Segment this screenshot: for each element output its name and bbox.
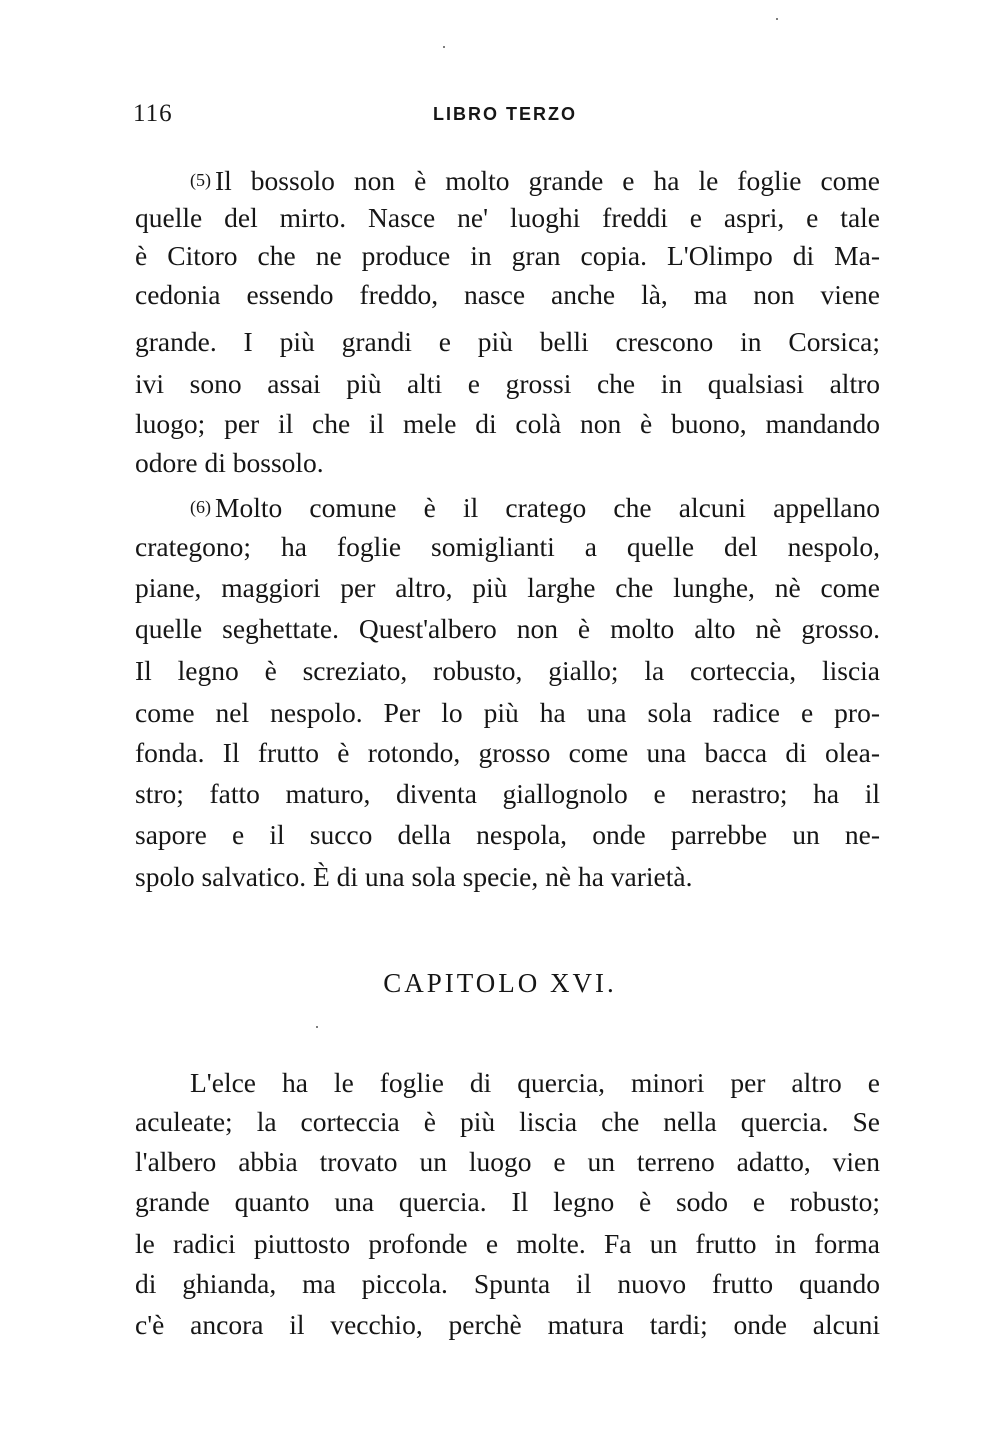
note-6-line: quelle seghettate. Quest'albero non è molto alto nè grosso. xyxy=(135,613,880,644)
note-5-line: ivi sono assai più alti e grossi che in qualsiasi altro xyxy=(135,368,880,399)
note-6-line: (6) Molto comune è il cratego che alcuni appellano xyxy=(190,492,880,523)
note-5-line: è Citoro che ne produce in gran copia. L'Olimpo di Ma- xyxy=(135,240,880,271)
note-5-line: (5) Il bossolo non è molto grande e ha le foglie come xyxy=(190,165,880,196)
note-6-line: come nel nespolo. Per lo più ha una sola radice e pro- xyxy=(135,697,880,728)
note-5-line: luogo; per il che il mele di colà non è buono, mandando xyxy=(135,408,880,439)
chapter-line: L'elce ha le foglie di quercia, minori per altro e xyxy=(190,1067,880,1098)
note-6-line: fonda. Il frutto è rotondo, grosso come una bacca di olea- xyxy=(135,737,880,768)
note-6-line: piane, maggiori per altro, più larghe che lunghe, nè come xyxy=(135,572,880,603)
print-speck xyxy=(776,18,778,20)
chapter-line: c'è ancora il vecchio, perchè matura tardi; onde alcuni xyxy=(135,1309,880,1340)
page-header xyxy=(133,100,883,134)
chapter-line: grande quanto una quercia. Il legno è sodo e robusto; xyxy=(135,1186,880,1217)
note-5-line: odore di bossolo. xyxy=(135,447,324,478)
note-6-line: stro; fatto maturo, diventa giallognolo e nerastro; ha il xyxy=(135,778,880,809)
chapter-line: le radici piuttosto profonde e molte. Fa un frutto in forma xyxy=(135,1228,880,1259)
note-5-number: (5) xyxy=(190,170,211,190)
note-6-number: (6) xyxy=(190,497,211,517)
note-5-line: grande. I più grandi e più belli crescono in Corsica; xyxy=(135,326,880,357)
note-6-line: crategono; ha foglie somiglianti a quelle del nespolo, xyxy=(135,531,880,562)
note-6-line: Il legno è screziato, robusto, giallo; la corteccia, liscia xyxy=(135,655,880,686)
running-head: LIBRO TERZO xyxy=(433,104,577,124)
print-speck xyxy=(316,1026,318,1028)
note-5-line: cedonia essendo freddo, nasce anche là, ma non viene xyxy=(135,279,880,310)
page-number: 116 xyxy=(133,100,173,127)
chapter-title: CAPITOLO XVI. xyxy=(383,968,617,998)
note-6-line: spolo salvatico. È di una sola specie, nè ha varietà. xyxy=(135,861,693,892)
note-5-line: quelle del mirto. Nasce ne' luoghi freddi e aspri, e tale xyxy=(135,202,880,233)
chapter-line: l'albero abbia trovato un luogo e un terreno adatto, vien xyxy=(135,1146,880,1177)
note-6-line: sapore e il succo della nespola, onde parrebbe un ne- xyxy=(135,819,880,850)
chapter-line: di ghianda, ma piccola. Spunta il nuovo frutto quando xyxy=(135,1268,880,1299)
chapter-line: aculeate; la corteccia è più liscia che nella quercia. Se xyxy=(135,1106,880,1137)
print-speck xyxy=(443,46,445,48)
